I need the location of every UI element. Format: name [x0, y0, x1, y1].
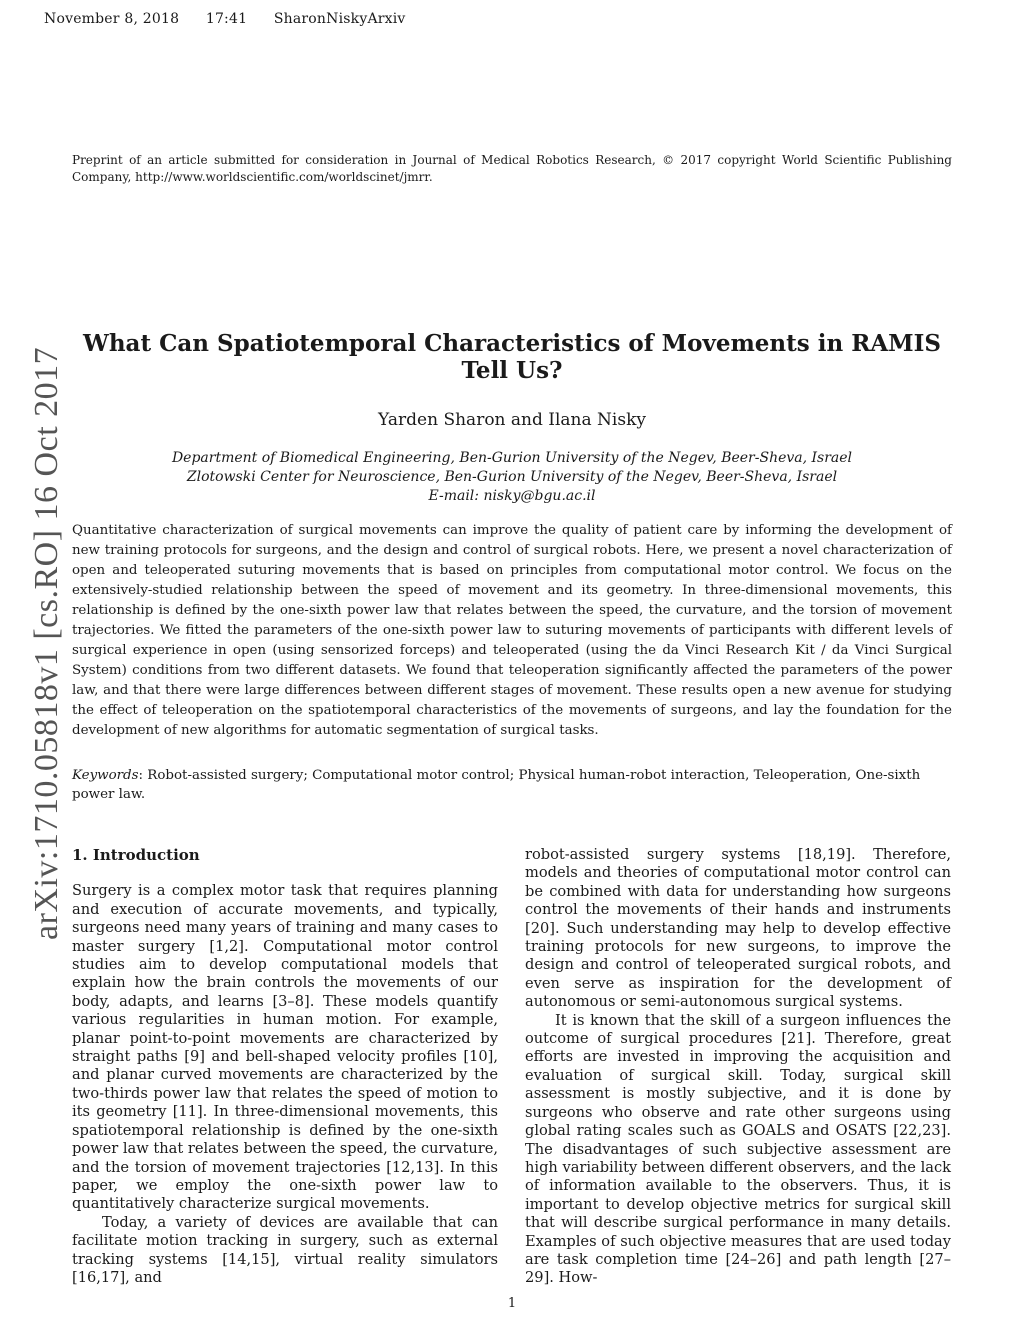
author-email: E-mail: nisky@bgu.ac.il	[428, 488, 596, 504]
section-heading-introduction: 1. Introduction	[72, 846, 200, 864]
keywords-text: : Robot-assisted surgery; Computational motor control; Physical human-robot interaction, Teleoperation, One-sixth power law.	[72, 768, 921, 802]
affiliation-1: Department of Biomedical Engineering, Ben-Gurion University of the Negev, Beer-Sheva, Israel	[171, 450, 853, 466]
left-column	[72, 846, 498, 1287]
right-column	[525, 846, 951, 1288]
header-source: SharonNiskyArxiv	[273, 11, 406, 27]
paper-title: What Can Spatiotemporal Characteristics of Movements in RAMIS Tell Us?	[82, 330, 941, 384]
header-time: 17:41	[205, 11, 248, 27]
keywords-label: Keywords	[72, 768, 139, 783]
intro-paragraph-2: Today, a variety of devices are available that can facilitate motion tracking in surgery, such as external tracking systems [14,15], virtual reality simulators [16,17], and	[72, 1213, 498, 1286]
abstract: Quantitative characterization of surgical movements can improve the quality of patient care by informing the development of new training protocols for surgeons, and the design and control of surgical robots. Here, we present a novel characterization of open and teleoperated suturing movements that is based on principles from computational motor control. We focus on the extensively-studied relationship between the speed of movement and its geometry. In three-dimensional movements, this relationship is defined by the one-sixth power law that relates between the speed, the curvature, and the torsion of movement trajectories. We fitted the parameters of the one-sixth power law to suturing movements of participants with different levels of surgical experience in open (using sensorized forceps) and teleoperated (using the da Vinci Research Kit / da Vinci Surgical System) conditions from two different datasets. We found that teleoperation significantly affected the parameters of the power law, and that there were large differences between different stages of movement. These results open a new avenue for studying the effect of teleoperation on the spatiotemporal characteristics of the movements of surgeons, and lay the foundation for the development of new algorithms for automatic segmentation of surgical tasks.	[72, 523, 952, 738]
intro-paragraph-3: robot-assisted surgery systems [18,19]. Therefore, models and theories of computational motor control can be combined with data for understanding how surgeons control the movements of their hands and instruments [20]. Such understanding may help to develop effective training protocols for new surgeons, to improve the design and control of teleoperated surgical robots, and even serve as inspiration for the development of autonomous or semi-autonomous surgical systems.	[525, 846, 951, 1011]
arxiv-sidebar-id: arXiv:1710.05818v1 [cs.RO] 16 Oct 2017	[28, 346, 65, 940]
page-number: 1	[507, 1296, 517, 1311]
running-header	[44, 11, 428, 27]
intro-paragraph-1: Surgery is a complex motor task that requires planning and execution of accurate movements, and typically, surgeons need many years of training and many cases to master surgery [1,2]. Computational motor control studies aim to develop computational models that explain how the brain controls the movements of our body, adapts, and learns [3–8]. These models quantify various regularities in human motion. For example, planar point-to-point movements are characterized by straight paths [9] and bell-shaped velocity profiles [10], and planar curved movements are characterized by the two-thirds power law that relates the speed of motion to its geometry [11]. In three-dimensional movements, this spatiotemporal relationship is defined by the one-sixth power law that relates between the speed, the curvature, and the torsion of movement trajectories [12,13]. In this paper, we employ the one-sixth power law to quantitatively characterize surgical movements.	[72, 882, 498, 1213]
intro-paragraph-4: It is known that the skill of a surgeon influences the outcome of surgical procedures [21]. Therefore, great efforts are invested in improving the acquisition and evaluation of surgical skill. Today, surgical skill assessment is mostly subjective, and it is done by surgeons who observe and rate other surgeons using global rating scales such as GOALS and OSATS [22,23]. The disadvantages of such subjective assessment are high variability between different observers, and the lack of information available to the observers. Thus, it is important to develop objective metrics for surgical skill that will describe surgical performance in many details. Examples of such objective measures that are used today are task completion time [24–26] and path length [27–29]. How-	[525, 1011, 951, 1287]
header-date: November 8, 2018	[44, 11, 180, 27]
keywords	[72, 766, 952, 804]
preprint-note: Preprint of an article submitted for consideration in Journal of Medical Robotics Research, © 2017 copyright World Scientific Publishing Company, http://www.worldscientific.com/worldscinet/jmrr.	[72, 153, 952, 184]
affiliation-2: Zlotowski Center for Neuroscience, Ben-Gurion University of the Negev, Beer-Sheva, Israel	[186, 469, 838, 485]
affiliations	[72, 449, 952, 506]
authors: Yarden Sharon and Ilana Nisky	[378, 410, 646, 430]
